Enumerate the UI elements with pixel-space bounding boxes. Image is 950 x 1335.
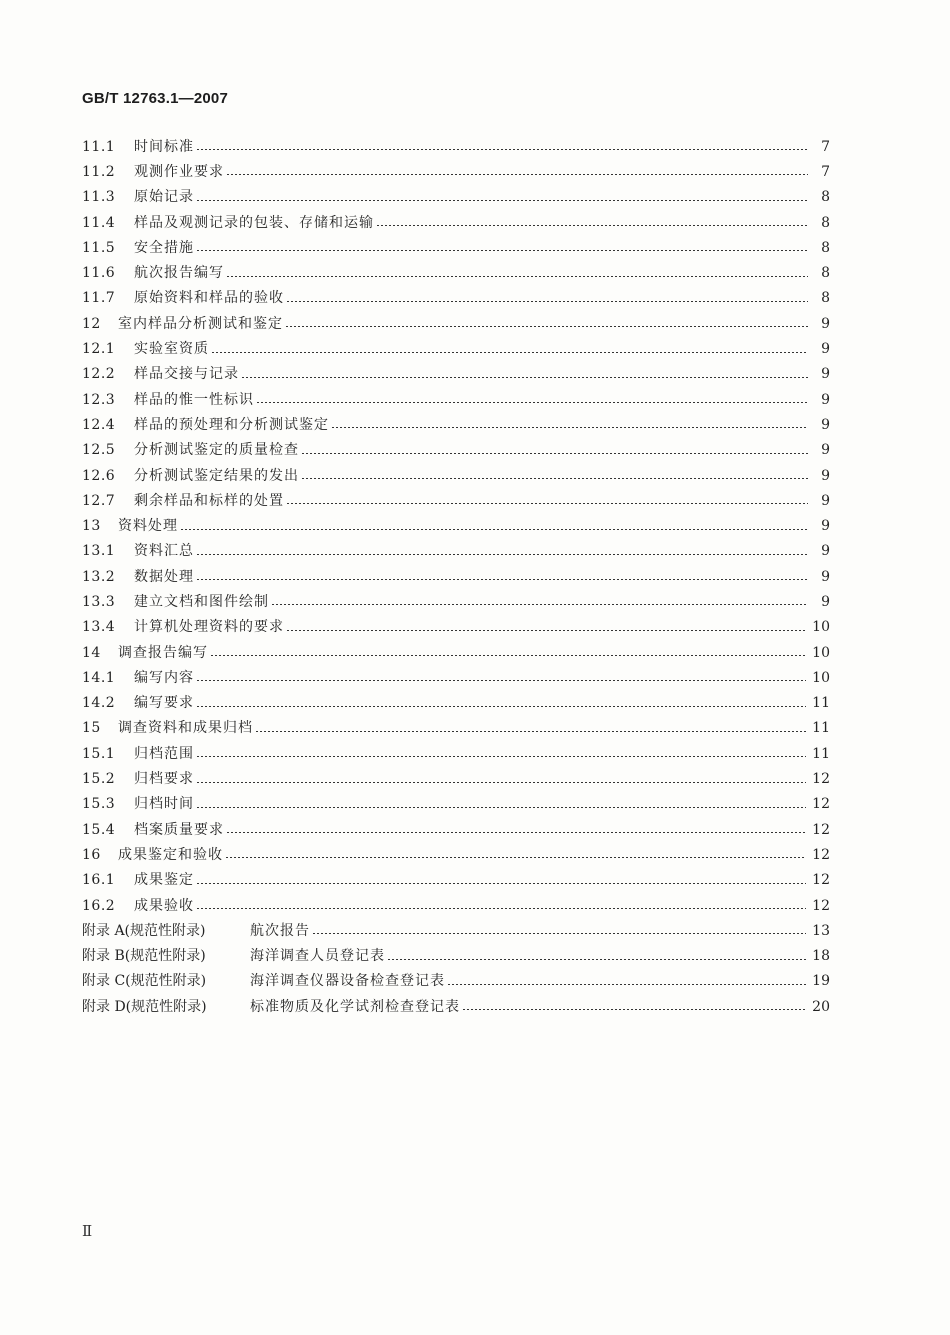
dot-leader xyxy=(210,655,806,656)
toc-entry[interactable] xyxy=(82,235,830,260)
toc-entry-page: 19 xyxy=(812,973,830,990)
toc-entry-title: 档案质量要求 xyxy=(134,821,224,838)
dot-leader xyxy=(196,554,808,555)
toc-entry-number: 附录 D(规范性附录) xyxy=(82,998,207,1015)
toc-entry[interactable] xyxy=(82,134,830,159)
dot-leader xyxy=(226,832,806,833)
toc-entry[interactable] xyxy=(82,387,830,412)
toc-entry[interactable] xyxy=(82,362,830,387)
toc-entry-number: 12.2 xyxy=(82,366,116,383)
toc-entry-number: 附录 B(规范性附录) xyxy=(82,948,206,965)
toc-entry-number: 13.4 xyxy=(82,619,116,636)
toc-entry-page: 8 xyxy=(821,214,830,231)
toc-entry[interactable] xyxy=(82,944,830,969)
toc-entry-title: 分析测试鉴定结果的发出 xyxy=(134,467,299,484)
toc-entry-title: 分析测试鉴定的质量检查 xyxy=(134,442,299,459)
toc-entry-page: 12 xyxy=(812,872,830,889)
dot-leader xyxy=(286,301,808,302)
dot-leader xyxy=(447,984,806,985)
toc-entry-page: 12 xyxy=(812,846,830,863)
toc-entry[interactable] xyxy=(82,868,830,893)
toc-entry-number: 附录 C(规范性附录) xyxy=(82,973,207,990)
table-of-contents xyxy=(82,134,830,1019)
toc-entry-page: 8 xyxy=(821,239,830,256)
toc-entry-number: 15.3 xyxy=(82,796,116,813)
toc-entry[interactable] xyxy=(82,438,830,463)
toc-entry[interactable] xyxy=(82,210,830,235)
toc-entry-page: 12 xyxy=(812,796,830,813)
toc-entry[interactable] xyxy=(82,260,830,285)
dot-leader xyxy=(331,427,808,428)
toc-entry-title: 编写内容 xyxy=(134,669,194,686)
toc-entry-page: 12 xyxy=(812,821,830,838)
toc-entry[interactable] xyxy=(82,286,830,311)
toc-entry[interactable] xyxy=(82,539,830,564)
toc-entry-title: 成果验收 xyxy=(134,897,194,914)
dot-leader xyxy=(256,402,808,403)
toc-entry[interactable] xyxy=(82,792,830,817)
toc-entry-page: 11 xyxy=(812,695,830,712)
dot-leader xyxy=(285,326,808,327)
toc-entry-title: 资料汇总 xyxy=(134,543,194,560)
toc-entry[interactable] xyxy=(82,741,830,766)
toc-entry-page: 9 xyxy=(821,568,830,585)
toc-entry-page: 7 xyxy=(821,138,830,155)
toc-entry-page: 9 xyxy=(821,467,830,484)
toc-entry[interactable] xyxy=(82,817,830,842)
dot-leader xyxy=(196,250,808,251)
toc-entry-number: 16.2 xyxy=(82,897,116,914)
toc-entry-title: 样品交接与记录 xyxy=(134,366,239,383)
toc-entry[interactable] xyxy=(82,336,830,361)
toc-entry-number: 14.1 xyxy=(82,669,116,686)
toc-entry-title: 室内样品分析测试和鉴定 xyxy=(118,315,283,332)
dot-leader xyxy=(196,908,806,909)
toc-entry-title: 调查报告编写 xyxy=(118,644,208,661)
page-number-footer: Ⅱ xyxy=(82,1222,92,1240)
toc-entry[interactable] xyxy=(82,918,830,943)
toc-entry-title: 样品及观测记录的包装、存储和运输 xyxy=(134,214,374,231)
dot-leader xyxy=(462,1009,806,1010)
toc-entry-title: 归档要求 xyxy=(134,771,194,788)
toc-entry[interactable] xyxy=(82,412,830,437)
toc-entry[interactable] xyxy=(82,311,830,336)
dot-leader xyxy=(211,352,808,353)
toc-entry-title: 成果鉴定 xyxy=(134,872,194,889)
toc-entry-title: 资料处理 xyxy=(118,518,178,535)
toc-entry-title: 归档时间 xyxy=(134,796,194,813)
dot-leader xyxy=(312,933,806,934)
toc-entry-number: 15.2 xyxy=(82,771,116,788)
toc-entry-number: 12.5 xyxy=(82,442,116,459)
toc-entry-page: 13 xyxy=(812,922,830,939)
dot-leader xyxy=(196,883,806,884)
toc-entry-title: 数据处理 xyxy=(134,568,194,585)
dot-leader xyxy=(196,579,808,580)
toc-entry[interactable] xyxy=(82,615,830,640)
toc-entry-page: 9 xyxy=(821,543,830,560)
toc-entry[interactable] xyxy=(82,564,830,589)
toc-entry-title: 建立文档和图件绘制 xyxy=(134,593,269,610)
toc-entry-title: 样品的预处理和分析测试鉴定 xyxy=(134,416,329,433)
dot-leader xyxy=(180,529,808,530)
toc-entry-number: 15 xyxy=(82,720,101,737)
toc-entry-number: 13.1 xyxy=(82,543,116,560)
toc-entry-title: 时间标准 xyxy=(134,138,194,155)
toc-entry[interactable] xyxy=(82,665,830,690)
toc-entry-page: 8 xyxy=(821,189,830,206)
toc-entry[interactable] xyxy=(82,640,830,665)
toc-entry[interactable] xyxy=(82,513,830,538)
toc-entry-page: 9 xyxy=(821,518,830,535)
dot-leader xyxy=(196,782,806,783)
toc-entry-number: 15.1 xyxy=(82,745,116,762)
toc-entry-number: 13.3 xyxy=(82,593,116,610)
toc-entry-page: 9 xyxy=(821,366,830,383)
dot-leader xyxy=(196,807,806,808)
toc-entry[interactable] xyxy=(82,969,830,994)
toc-entry[interactable] xyxy=(82,488,830,513)
toc-entry-page: 9 xyxy=(821,442,830,459)
toc-entry-number: 11.7 xyxy=(82,290,116,307)
toc-entry-page: 9 xyxy=(821,416,830,433)
toc-entry-page: 12 xyxy=(812,771,830,788)
toc-entry-number: 13.2 xyxy=(82,568,116,585)
toc-entry-title: 原始记录 xyxy=(134,189,194,206)
toc-entry-number: 13 xyxy=(82,518,101,535)
toc-entry-title: 计算机处理资料的要求 xyxy=(134,619,284,636)
toc-entry-title: 编写要求 xyxy=(134,695,194,712)
dot-leader xyxy=(196,756,806,757)
toc-entry-number: 11.4 xyxy=(82,214,116,231)
toc-entry-page: 8 xyxy=(821,265,830,282)
toc-entry[interactable] xyxy=(82,766,830,791)
toc-entry-title: 归档范围 xyxy=(134,745,194,762)
toc-entry-number: 11.2 xyxy=(82,163,116,180)
dot-leader xyxy=(301,478,808,479)
dot-leader xyxy=(196,706,806,707)
toc-entry-number: 11.6 xyxy=(82,265,116,282)
toc-entry-number: 16 xyxy=(82,846,101,863)
dot-leader xyxy=(196,149,808,150)
toc-entry-page: 10 xyxy=(812,644,830,661)
toc-entry-title: 海洋调查人员登记表 xyxy=(250,948,385,965)
toc-entry-page: 11 xyxy=(812,720,830,737)
toc-entry-number: 15.4 xyxy=(82,821,116,838)
toc-entry[interactable] xyxy=(82,185,830,210)
toc-entry[interactable] xyxy=(82,463,830,488)
toc-entry-title: 标准物质及化学试剂检查登记表 xyxy=(250,998,460,1015)
toc-entry-number: 附录 A(规范性附录) xyxy=(82,922,206,939)
dot-leader xyxy=(387,959,806,960)
toc-entry-title: 安全措施 xyxy=(134,239,194,256)
toc-entry-title: 实验室资质 xyxy=(134,341,209,358)
dot-leader xyxy=(226,174,808,175)
toc-entry-title: 海洋调查仪器设备检查登记表 xyxy=(250,973,445,990)
toc-entry-title: 成果鉴定和验收 xyxy=(118,846,223,863)
toc-entry-page: 10 xyxy=(812,619,830,636)
toc-entry[interactable] xyxy=(82,893,830,918)
dot-leader xyxy=(286,630,806,631)
toc-entry-page: 9 xyxy=(821,492,830,509)
toc-entry-number: 14.2 xyxy=(82,695,116,712)
toc-entry-number: 12.4 xyxy=(82,416,116,433)
dot-leader xyxy=(241,377,808,378)
dot-leader xyxy=(196,680,806,681)
toc-entry-page: 9 xyxy=(821,341,830,358)
dot-leader xyxy=(225,857,806,858)
toc-entry-page: 9 xyxy=(821,391,830,408)
dot-leader xyxy=(286,503,808,504)
toc-entry-title: 航次报告编写 xyxy=(134,265,224,282)
toc-entry-title: 调查资料和成果归档 xyxy=(118,720,253,737)
toc-entry-number: 11.3 xyxy=(82,189,116,206)
toc-entry-page: 8 xyxy=(821,290,830,307)
toc-entry-number: 12.6 xyxy=(82,467,116,484)
standard-number-header: GB/T 12763.1—2007 xyxy=(82,90,228,107)
toc-entry-number: 12.7 xyxy=(82,492,116,509)
toc-entry-page: 11 xyxy=(812,745,830,762)
dot-leader xyxy=(226,276,808,277)
toc-entry-page: 20 xyxy=(812,998,830,1015)
toc-entry-number: 11.5 xyxy=(82,239,116,256)
toc-entry[interactable] xyxy=(82,994,830,1019)
toc-entry-number: 14 xyxy=(82,644,101,661)
toc-entry-page: 7 xyxy=(821,163,830,180)
dot-leader xyxy=(301,453,808,454)
toc-entry-number: 11.1 xyxy=(82,138,116,155)
toc-entry-title: 剩余样品和标样的处置 xyxy=(134,492,284,509)
toc-entry-title: 样品的惟一性标识 xyxy=(134,391,254,408)
toc-entry-page: 10 xyxy=(812,669,830,686)
toc-entry-title: 观测作业要求 xyxy=(134,163,224,180)
dot-leader xyxy=(196,200,808,201)
toc-entry-page: 9 xyxy=(821,315,830,332)
toc-entry-number: 12 xyxy=(82,315,101,332)
toc-entry-number: 16.1 xyxy=(82,872,116,889)
dot-leader xyxy=(376,225,808,226)
toc-entry-page: 9 xyxy=(821,593,830,610)
toc-entry-number: 12.3 xyxy=(82,391,116,408)
toc-entry-page: 12 xyxy=(812,897,830,914)
toc-entry-page: 18 xyxy=(812,948,830,965)
toc-entry[interactable] xyxy=(82,716,830,741)
dot-leader xyxy=(271,604,808,605)
toc-entry[interactable] xyxy=(82,159,830,184)
toc-entry-title: 航次报告 xyxy=(250,922,310,939)
toc-entry-title: 原始资料和样品的验收 xyxy=(134,290,284,307)
dot-leader xyxy=(255,731,806,732)
toc-entry[interactable] xyxy=(82,842,830,867)
toc-entry-number: 12.1 xyxy=(82,341,116,358)
toc-entry[interactable] xyxy=(82,691,830,716)
toc-entry[interactable] xyxy=(82,589,830,614)
